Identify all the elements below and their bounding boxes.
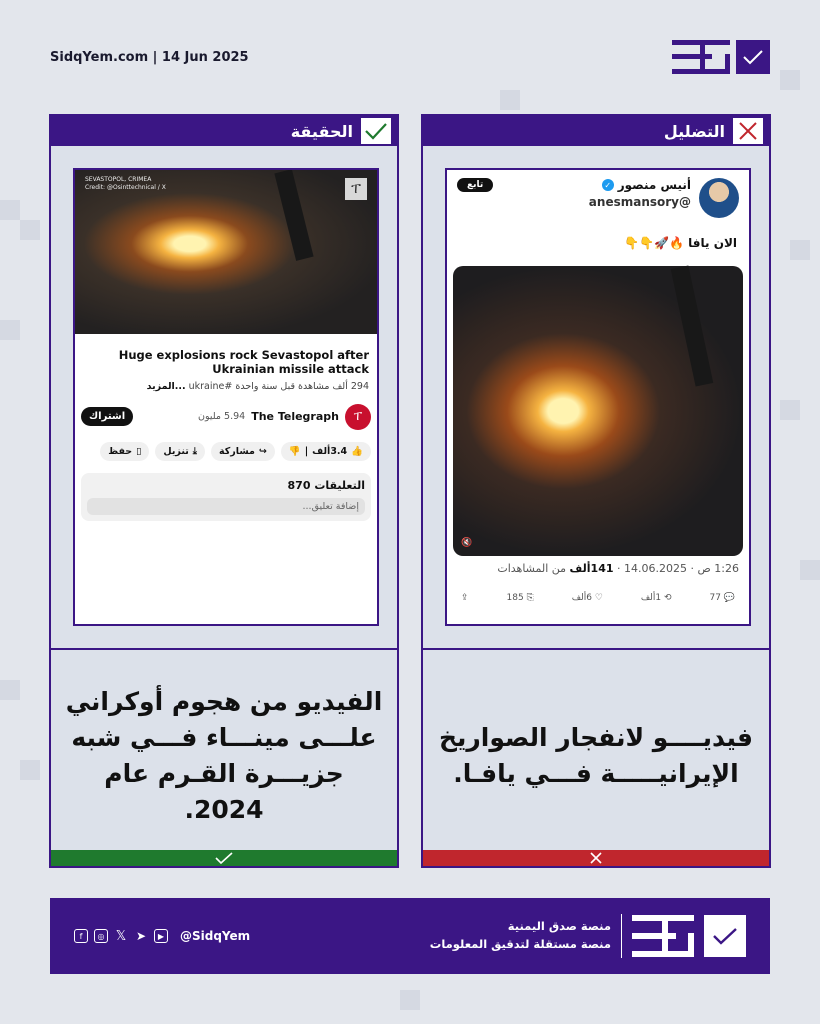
truth-header xyxy=(51,116,397,146)
bg-square xyxy=(790,240,810,260)
social-handle[interactable]: @SidqYem xyxy=(180,929,251,943)
tweet-actions xyxy=(447,575,749,603)
footer-logo-glyph xyxy=(632,915,694,957)
youtube-video[interactable] xyxy=(75,170,377,334)
download-icon: ⤓ xyxy=(192,445,197,457)
tweet-screenshot xyxy=(445,168,751,626)
bg-square xyxy=(500,90,520,110)
bg-square xyxy=(0,200,20,220)
check-icon xyxy=(214,852,234,864)
check-mark-icon xyxy=(361,118,391,144)
tweet-author xyxy=(501,178,691,209)
facebook-icon[interactable]: f xyxy=(74,929,88,943)
video-views: 294 ألف مشاهدة قبل سنة واحدة #ukraine ...المزيد xyxy=(146,380,369,392)
video-pole xyxy=(274,169,313,261)
comment-input[interactable]: إضافة تعليق... xyxy=(87,498,365,515)
author-name[interactable]: أنيس منصور xyxy=(617,178,691,192)
footer-band xyxy=(50,898,770,974)
footer-brand xyxy=(430,914,746,958)
x-icon xyxy=(589,852,603,864)
thumbs-down-icon: 👎 xyxy=(288,445,301,457)
video-pole xyxy=(671,265,714,386)
channel-name[interactable]: The Telegraph xyxy=(251,410,339,424)
share-icon: ↪ xyxy=(258,445,267,457)
share-button[interactable]: ↪ مشاركة xyxy=(211,442,275,461)
like-button[interactable]: 👍 3.4ألف | 👎 xyxy=(281,442,371,461)
footer-check-icon xyxy=(704,915,746,957)
divider xyxy=(51,648,397,650)
download-button[interactable]: ⤓ تنزيل xyxy=(155,442,205,461)
bookmark-button[interactable]: ⎘ 185 xyxy=(506,593,534,603)
telegraph-watermark-icon: ፐ xyxy=(345,178,367,200)
truth-label: الحقيقة xyxy=(290,121,353,141)
channel-row xyxy=(75,392,377,430)
reply-button[interactable]: 💬 77 xyxy=(709,593,735,603)
channel-subs: 5.94 مليون xyxy=(198,411,246,423)
retweet-button[interactable]: ⟲ 1ألف xyxy=(640,593,672,603)
misinfo-panel xyxy=(421,114,771,868)
logo-check-icon xyxy=(736,40,770,74)
telegram-icon[interactable]: ➤ xyxy=(135,929,147,943)
bg-square xyxy=(800,560,820,580)
truth-caption: الفيديو من هجوم أوكراني علـــى مينـــاء فـــي شبه جزيـــرة القـرم عام 2024. xyxy=(65,686,383,825)
tweet-text: الان يافا 🔥🚀👇👇 xyxy=(624,236,737,250)
bg-square xyxy=(780,70,800,90)
divider xyxy=(423,648,769,650)
footer-separator xyxy=(621,914,622,958)
like-button[interactable]: ♡ 6ألف xyxy=(571,593,603,603)
truth-footer-bar xyxy=(51,850,397,866)
share-icon[interactable]: ⇪ xyxy=(461,593,469,603)
bg-square xyxy=(0,680,20,700)
thumbs-up-icon: 👍 xyxy=(351,445,363,457)
misinfo-footer-bar xyxy=(423,850,769,866)
site-date: SidqYem.com | 14 Jun 2025 xyxy=(50,50,249,65)
video-title: Huge explosions rock Sevastopol after Ukrainian missile attack xyxy=(118,348,369,377)
save-button[interactable]: ▯ حفظ xyxy=(100,442,149,461)
verified-icon: ✓ xyxy=(602,179,614,191)
bg-square xyxy=(20,220,40,240)
youtube-screenshot xyxy=(73,168,379,626)
youtube-icon[interactable]: ▶ xyxy=(154,929,168,943)
x-icon[interactable]: 𝕏 xyxy=(115,928,127,944)
bg-square xyxy=(0,320,20,340)
truth-panel xyxy=(49,114,399,868)
misinfo-header xyxy=(423,116,769,146)
comments-box xyxy=(81,473,371,521)
bg-square xyxy=(780,400,800,420)
follow-button[interactable]: تابع xyxy=(457,178,493,192)
channel-avatar[interactable]: ፐ xyxy=(345,404,371,430)
instagram-icon[interactable]: ◎ xyxy=(94,929,108,943)
subscribe-button[interactable]: اشتراك xyxy=(81,407,133,426)
logo-glyph xyxy=(672,40,730,74)
video-location: SEVASTOPOL, CRIMEA Credit: @Osinttechnical / X xyxy=(85,176,166,191)
brand-logo xyxy=(672,40,770,74)
bookmark-icon: ▯ xyxy=(136,445,142,457)
video-actions xyxy=(75,430,377,461)
avatar[interactable] xyxy=(699,178,739,218)
x-mark-icon xyxy=(733,118,763,144)
tweet-meta: 1:26 ص · 14.06.2025 · 141ألف من المشاهدات xyxy=(497,562,739,575)
tweet-video[interactable] xyxy=(453,266,743,556)
more-link[interactable]: ...المزيد xyxy=(146,380,186,392)
footer-text: منصة صدق اليمنية منصة مستقلة لتدقيق المعلومات xyxy=(429,919,611,951)
misinfo-caption: فيديــــو لانفجار الصواريخ الإيرانيـــــة فـــي يافـا. xyxy=(438,722,754,788)
author-handle[interactable]: @anesmansory xyxy=(588,195,691,209)
tweet-header xyxy=(447,170,749,218)
social-links xyxy=(74,929,250,943)
bg-square xyxy=(20,760,40,780)
mute-icon[interactable]: 🔇 xyxy=(461,538,473,548)
comments-title: التعليقات 870 xyxy=(287,478,365,492)
bg-square xyxy=(400,990,420,1010)
misinfo-label: التضليل xyxy=(663,121,725,141)
